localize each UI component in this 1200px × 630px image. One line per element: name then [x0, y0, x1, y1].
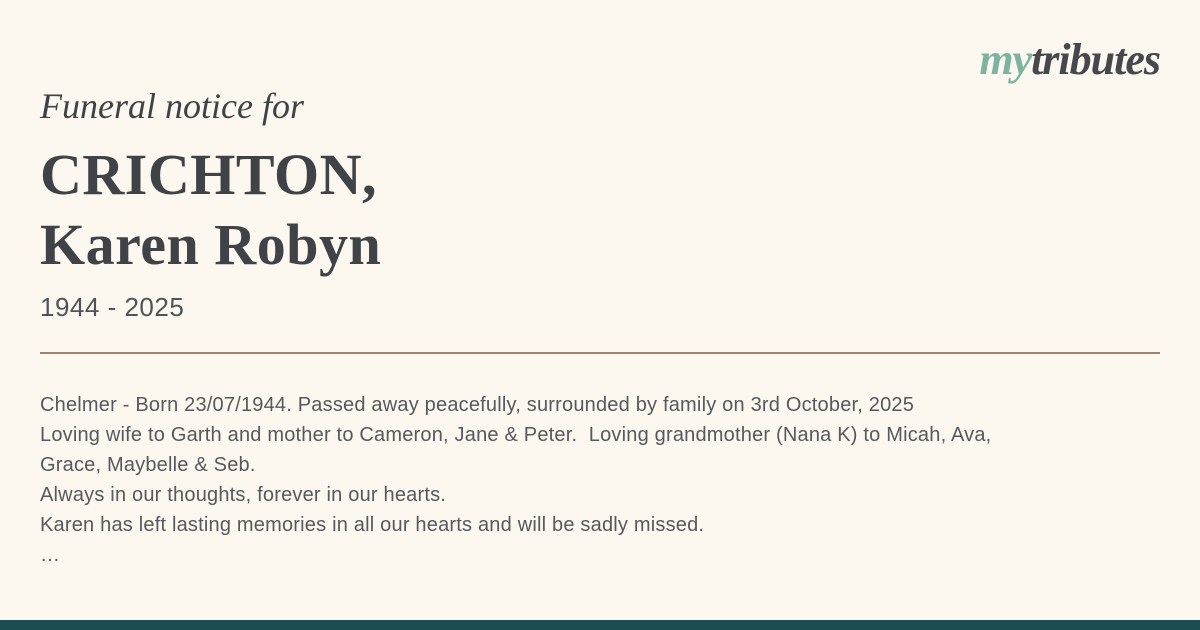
logo-tributes: tributes — [1031, 35, 1160, 84]
notice-line: Always in our thoughts, forever in our hearts. — [40, 484, 447, 506]
deceased-surname: CRICHTON, — [40, 142, 377, 207]
notice-line: Chelmer - Born 23/07/1944. Passed away peacefully, surrounded by family on 3rd October, 2025 — [40, 394, 915, 416]
notice-text — [40, 390, 1170, 570]
deceased-given-names: Karen Robyn — [40, 212, 382, 277]
notice-ellipsis: … — [40, 544, 61, 566]
deceased-name — [40, 140, 381, 280]
notice-line: Grace, Maybelle & Seb. — [40, 454, 256, 476]
notice-line: Loving wife to Garth and mother to Cameron, Jane & Peter. Loving grandmother (Nana K) to Micah, Ava, — [40, 424, 992, 446]
mytributes-logo — [979, 35, 1160, 84]
footer-accent-bar — [0, 620, 1200, 630]
divider-line — [40, 352, 1160, 354]
notice-type-label: Funeral notice for — [40, 86, 304, 126]
life-years: 1944 - 2025 — [40, 292, 185, 322]
notice-line: Karen has left lasting memories in all our hearts and will be sadly missed. — [40, 514, 705, 536]
logo-my: my — [979, 35, 1032, 84]
